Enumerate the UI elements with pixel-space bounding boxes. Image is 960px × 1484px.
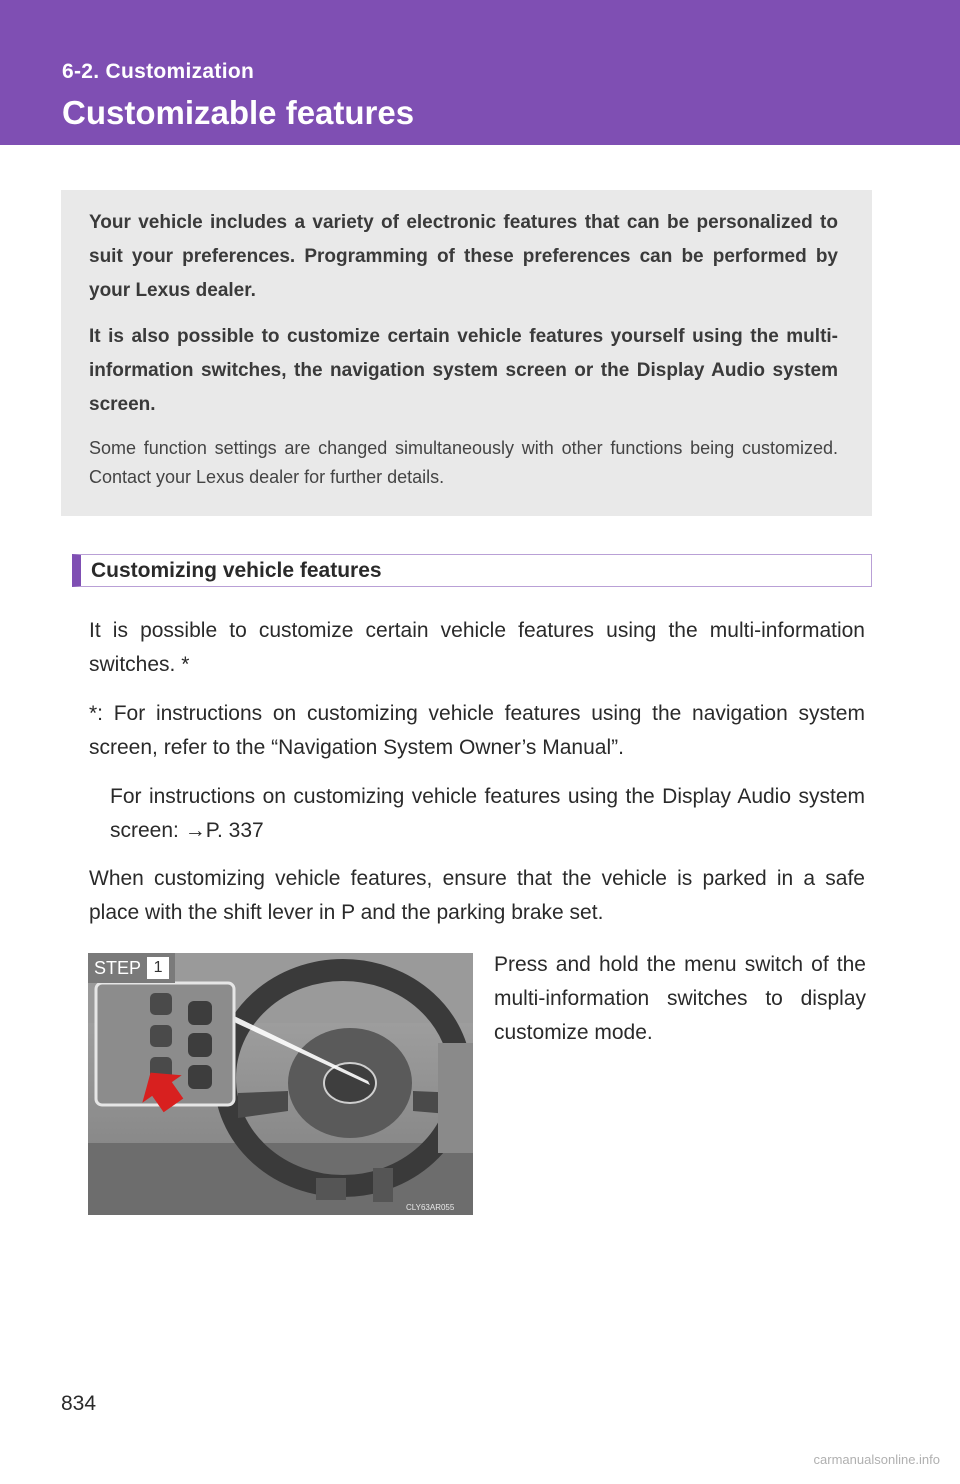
page-title: Customizable features xyxy=(62,94,415,131)
section-paragraph-2: When customizing vehicle features, ensure that the vehicle is parked in a safe place with the shift lever in P and the parking brake set. xyxy=(89,867,865,924)
watermark: carmanualsonline.info xyxy=(813,1452,940,1467)
intro-note: Some function settings are changed simultaneously with other functions being customized. Contact your Lexus dealer for further details. xyxy=(89,438,838,487)
step-1-text: Press and hold the menu switch of the multi-information switches to display customize mode. xyxy=(494,953,866,1044)
step-label: STEP xyxy=(94,958,142,978)
steering-wheel-illustration xyxy=(88,953,473,1215)
steering-wheel-graphic xyxy=(88,953,473,1215)
section-heading: Customizing vehicle features xyxy=(72,554,872,587)
footnote-2: For instructions on customizing vehicle features using the Display Audio system screen: →P. 337 xyxy=(110,785,865,842)
footnote-1 xyxy=(89,697,865,765)
page-header xyxy=(0,0,960,145)
intro-paragraph-2: It is also possible to customize certain vehicle features yourself using the multi-information switches, the navigation system screen or the Display Audio system screen. xyxy=(89,326,838,415)
footnote-1-text: For instructions on customizing vehicle features using the navigation system screen, refer to the “Navigation System Owner’s Manual”. xyxy=(89,702,865,759)
section-paragraph-1: It is possible to customize certain vehicle features using the multi-information switches. * xyxy=(89,619,865,676)
step-badge xyxy=(88,953,175,983)
intro-box xyxy=(61,190,872,516)
intro-paragraph-1: Your vehicle includes a variety of electronic features that can be personalized to suit your preferences. Programming of these preferences can be performed by your Lexus dealer. xyxy=(89,212,838,301)
footnote-marker: *: xyxy=(89,702,104,725)
page-number: 834 xyxy=(61,1392,97,1415)
step-number: 1 xyxy=(147,957,169,979)
image-code: CLY63AR055 xyxy=(406,1203,455,1212)
chapter-label: 6-2. Customization xyxy=(62,60,255,83)
